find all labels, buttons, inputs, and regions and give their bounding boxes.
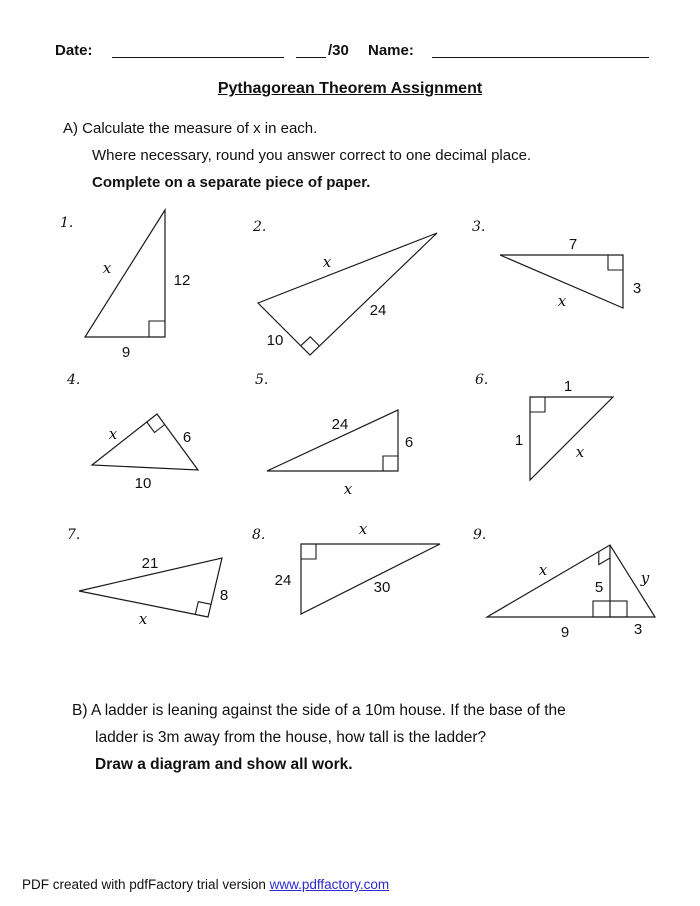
right-angle-mark <box>149 321 165 337</box>
side-label-hypotenuse: x <box>575 443 585 461</box>
figure-number: 4. <box>67 372 81 388</box>
side-label-hypotenuse: x <box>102 259 112 277</box>
instruction-line-2: Where necessary, round you answer correct to one decimal place. <box>92 147 532 164</box>
right-angle-mark <box>530 397 545 412</box>
figure-7-diagram <box>55 523 260 658</box>
altitude-label: 5 <box>594 579 604 596</box>
figure-6-diagram <box>465 368 680 503</box>
score-blank-line <box>296 41 326 58</box>
figure-1 <box>50 205 260 365</box>
pdffactory-link[interactable]: www.pdffactory.com <box>269 877 390 892</box>
figure-2-diagram <box>245 205 455 370</box>
side-label-vertical: 12 <box>173 272 191 289</box>
right-angle-mark <box>383 456 398 471</box>
figure-8-diagram <box>248 516 453 651</box>
figure-number: 8. <box>252 527 266 543</box>
problem-b-line-3: Draw a diagram and show all work. <box>95 756 353 773</box>
score-suffix: /30 <box>328 42 349 59</box>
right-angle-mark <box>608 255 623 270</box>
side-label-top: x <box>358 520 368 538</box>
figure-3 <box>460 205 685 365</box>
right-angle-mark-apex <box>599 552 610 565</box>
figure-5 <box>248 368 453 503</box>
instruction-line-3: Complete on a separate piece of paper. <box>92 174 371 191</box>
side-label-base: x <box>138 610 148 628</box>
figure-number: 1. <box>60 215 74 231</box>
figure-4-diagram <box>55 368 260 503</box>
side-label-left: x <box>108 425 118 443</box>
side-label-base: 10 <box>134 475 152 492</box>
side-label-right: y <box>640 569 650 587</box>
footer-text: PDF created with pdfFactory trial version <box>22 877 270 892</box>
right-angle-mark <box>301 544 316 559</box>
side-label-left: 24 <box>274 572 292 589</box>
figure-number: 5. <box>255 372 269 388</box>
figure-number: 2. <box>253 219 267 235</box>
instruction-line-1: A) Calculate the measure of x in each. <box>63 120 318 137</box>
triangle-outline <box>85 210 165 337</box>
figure-6 <box>465 368 680 503</box>
right-angle-mark <box>301 337 320 346</box>
figure-number: 9. <box>473 527 487 543</box>
figure-5-diagram <box>248 368 453 503</box>
side-label-base: x <box>343 480 353 498</box>
side-label-top: x <box>322 253 332 271</box>
side-label-base: 9 <box>121 344 131 361</box>
side-label-hypotenuse: 30 <box>373 579 391 596</box>
side-label-right: 6 <box>404 434 414 451</box>
figure-4 <box>55 368 260 503</box>
triangle-outline <box>487 545 655 617</box>
side-label-hypotenuse: x <box>557 292 567 310</box>
side-label-hypotenuse: 24 <box>331 416 349 433</box>
figure-2 <box>245 205 455 370</box>
name-label: Name: <box>368 42 414 59</box>
triangle-outline <box>301 544 440 614</box>
side-label-top: 21 <box>141 555 159 572</box>
side-label-right: 8 <box>219 587 229 604</box>
side-label-top: 1 <box>563 378 573 395</box>
figure-9-diagram <box>463 523 693 658</box>
side-label-right: 6 <box>182 429 192 446</box>
problem-b-line-1: B) A ladder is leaning against the side of a 10m house. If the base of the <box>72 702 566 719</box>
date-label: Date: <box>55 42 93 59</box>
page-title: Pythagorean Theorem Assignment <box>217 80 483 97</box>
side-label-right: 24 <box>369 302 387 319</box>
figure-number: 7. <box>67 527 81 543</box>
figure-7 <box>55 523 260 658</box>
figure-number: 3. <box>472 219 486 235</box>
date-blank-line <box>112 41 284 58</box>
side-label-left: 1 <box>514 432 524 449</box>
figure-1-diagram <box>50 205 260 365</box>
side-label-right: 3 <box>632 280 642 297</box>
side-label-left: 10 <box>266 332 284 349</box>
figure-3-diagram <box>460 205 685 365</box>
base-left-label: 9 <box>560 624 570 641</box>
figure-8 <box>248 516 453 651</box>
footer <box>22 877 389 892</box>
side-label-left: x <box>538 561 548 579</box>
figure-9 <box>463 523 693 658</box>
figure-number: 6. <box>475 372 489 388</box>
base-right-label: 3 <box>633 621 643 638</box>
right-angle-mark <box>147 422 165 433</box>
triangle-outline <box>530 397 613 480</box>
triangle-outline <box>258 233 437 355</box>
side-label-top: 7 <box>568 236 578 253</box>
problem-b-line-2: ladder is 3m away from the house, how tall is the ladder? <box>95 729 487 746</box>
name-blank-line <box>432 41 649 58</box>
